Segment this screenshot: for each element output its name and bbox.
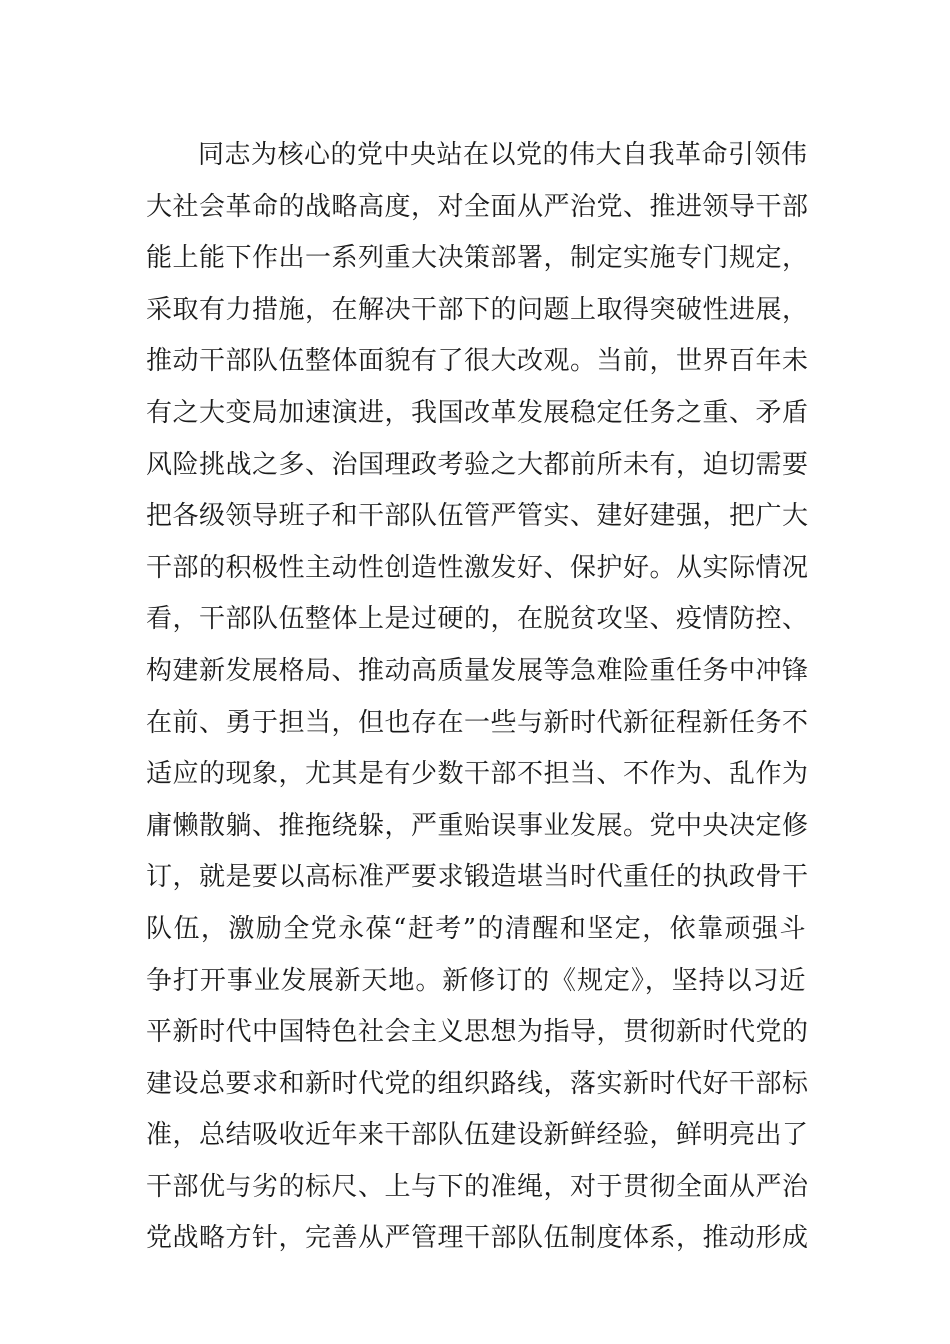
- text-line: 风险挑战之多、治国理政考验之大都前所未有，迫切需要: [146, 449, 809, 480]
- text-line: 干部优与劣的标尺、上与下的准绳，对于贯彻全面从严治: [146, 1171, 809, 1202]
- text-line: 在前、勇于担当，但也存在一些与新时代新征程新任务不: [146, 707, 809, 738]
- text-line: 准，总结吸收近年来干部队伍建设新鲜经验，鲜明亮出了: [146, 1120, 809, 1151]
- text-line: 有之大变局加速演进，我国改革发展稳定任务之重、矛盾: [146, 397, 809, 428]
- text-line: 平新时代中国特色社会主义思想为指导，贯彻新时代党的: [146, 1017, 809, 1048]
- text-line: 适应的现象，尤其是有少数干部不担当、不作为、乱作为: [146, 759, 809, 790]
- text-line: 订，就是要以高标准严要求锻造堪当时代重任的执政骨干: [146, 862, 809, 893]
- text-line: 大社会革命的战略高度，对全面从严治党、推进领导干部: [146, 191, 809, 222]
- text-line: 看，干部队伍整体上是过硬的，在脱贫攻坚、疫情防控、: [146, 604, 809, 635]
- text-line: 同志为核心的党中央站在以党的伟大自我革命引领伟: [198, 140, 808, 170]
- text-line: 推动干部队伍整体面貌有了很大改观。当前，世界百年未: [146, 346, 809, 377]
- text-line: 构建新发展格局、推动高质量发展等急难险重任务中冲锋: [146, 655, 809, 686]
- text-line: 建设总要求和新时代党的组织路线，落实新时代好干部标: [146, 1068, 809, 1099]
- text-line: 庸懒散躺、推拖绕躲，严重贻误事业发展。党中央决定修: [146, 810, 809, 841]
- text-line: 干部的积极性主动性创造性激发好、保护好。从实际情况: [146, 552, 809, 583]
- body-paragraph: [146, 130, 809, 1265]
- text-line: 党战略方针，完善从严管理干部队伍制度体系，推动形成: [146, 1223, 809, 1254]
- text-line: 能上能下作出一系列重大决策部署，制定实施专门规定，: [146, 243, 809, 274]
- text-line: 争打开事业发展新天地。新修订的《规定》，坚持以习近: [146, 965, 806, 996]
- text-line: 队伍，激励全党永葆“赶考”的清醒和坚定，依靠顽强斗: [146, 913, 806, 944]
- text-line: 采取有力措施，在解决干部下的问题上取得突破性进展，: [146, 294, 809, 325]
- text-line: 把各级领导班子和干部队伍管严管实、建好建强，把广大: [146, 501, 809, 532]
